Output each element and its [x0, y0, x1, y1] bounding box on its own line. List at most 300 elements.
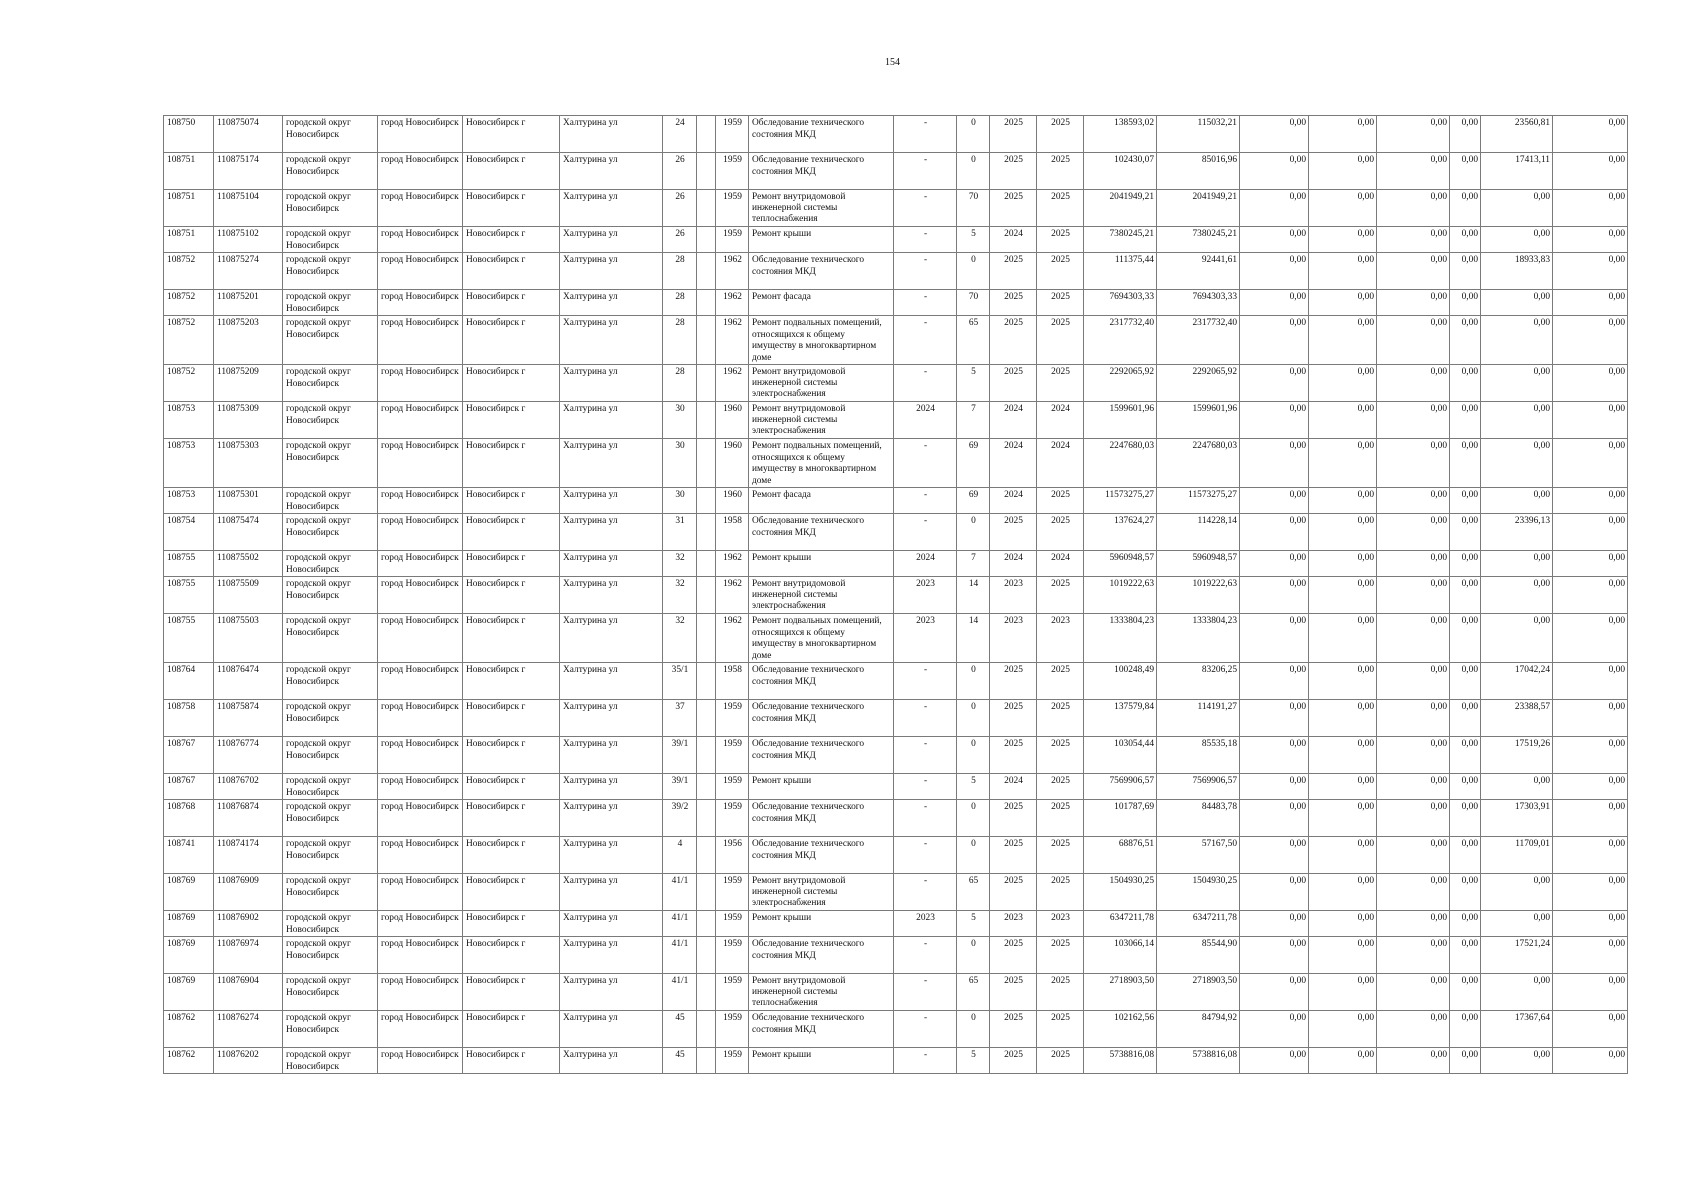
cell-city: Новосибирск г: [463, 116, 560, 153]
cell-owners-funds: 0,00: [1481, 439, 1553, 488]
cell-owners-funds: 0,00: [1481, 402, 1553, 439]
cell-street: Халтурина ул: [560, 663, 663, 700]
cell-municipality: городской округ Новосибирск: [283, 290, 378, 316]
cell-fund-cost: 57167,50: [1157, 837, 1240, 874]
cell-record-id: 108769: [164, 911, 214, 937]
cell-street: Халтурина ул: [560, 974, 663, 1011]
table-row: [164, 577, 1628, 614]
cell-extra-funds: 0,00: [1553, 774, 1628, 800]
table-row: [164, 837, 1628, 874]
cell-fund-cost: 7380245,21: [1157, 227, 1240, 253]
cell-total-cost: 137624,27: [1084, 514, 1157, 551]
cell-municipality: городской округ Новосибирск: [283, 365, 378, 402]
cell-fund-cost: 1504930,25: [1157, 874, 1240, 911]
cell-end-year: 2025: [1037, 253, 1084, 290]
cell-object-code: 110876202: [214, 1048, 283, 1074]
cell-fund-cost: 2292065,92: [1157, 365, 1240, 402]
cell-regional-budget: 0,00: [1309, 1048, 1377, 1074]
cell-wear-percent: 0: [957, 700, 990, 737]
cell-end-year: 2025: [1037, 290, 1084, 316]
cell-build-year: 1959: [716, 227, 749, 253]
cell-object-code: 110876974: [214, 937, 283, 974]
cell-house-number: 45: [663, 1011, 697, 1048]
cell-federal-budget: 0,00: [1240, 1048, 1309, 1074]
cell-other-funds: 0,00: [1450, 614, 1481, 663]
cell-owners-funds: 0,00: [1481, 365, 1553, 402]
cell-object-code: 110876904: [214, 974, 283, 1011]
cell-house-number: 30: [663, 402, 697, 439]
cell-start-year: 2023: [990, 911, 1037, 937]
cell-settlement: город Новосибирск: [378, 153, 463, 190]
cell-start-year: 2025: [990, 514, 1037, 551]
cell-planned-year: -: [894, 290, 957, 316]
cell-object-code: 110876702: [214, 774, 283, 800]
cell-other-funds: 0,00: [1450, 1011, 1481, 1048]
cell-object-code: 110876902: [214, 911, 283, 937]
cell-municipality: городской округ Новосибирск: [283, 227, 378, 253]
cell-fund-cost: 114191,27: [1157, 700, 1240, 737]
cell-local-budget: 0,00: [1377, 774, 1450, 800]
cell-corpus: [697, 402, 716, 439]
cell-corpus: [697, 1048, 716, 1074]
cell-municipality: городской округ Новосибирск: [283, 737, 378, 774]
cell-planned-year: -: [894, 153, 957, 190]
cell-municipality: городской округ Новосибирск: [283, 800, 378, 837]
cell-total-cost: 2247680,03: [1084, 439, 1157, 488]
cell-regional-budget: 0,00: [1309, 614, 1377, 663]
cell-planned-year: -: [894, 439, 957, 488]
cell-total-cost: 7694303,33: [1084, 290, 1157, 316]
cell-work-type: Обследование технического состояния МКД: [749, 1011, 894, 1048]
cell-planned-year: -: [894, 365, 957, 402]
cell-extra-funds: 0,00: [1553, 488, 1628, 514]
cell-other-funds: 0,00: [1450, 774, 1481, 800]
cell-city: Новосибирск г: [463, 911, 560, 937]
cell-street: Халтурина ул: [560, 700, 663, 737]
cell-work-type: Ремонт крыши: [749, 551, 894, 577]
cell-municipality: городской округ Новосибирск: [283, 153, 378, 190]
cell-street: Халтурина ул: [560, 488, 663, 514]
cell-start-year: 2025: [990, 663, 1037, 700]
capital-repair-table: [163, 115, 1628, 1074]
cell-local-budget: 0,00: [1377, 1011, 1450, 1048]
cell-wear-percent: 0: [957, 737, 990, 774]
cell-record-id: 108754: [164, 514, 214, 551]
table-row: [164, 227, 1628, 253]
cell-build-year: 1958: [716, 663, 749, 700]
cell-start-year: 2025: [990, 365, 1037, 402]
cell-wear-percent: 65: [957, 316, 990, 365]
cell-start-year: 2025: [990, 700, 1037, 737]
cell-end-year: 2025: [1037, 316, 1084, 365]
cell-end-year: 2025: [1037, 190, 1084, 227]
cell-object-code: 110876474: [214, 663, 283, 700]
cell-federal-budget: 0,00: [1240, 737, 1309, 774]
cell-house-number: 26: [663, 227, 697, 253]
cell-extra-funds: 0,00: [1553, 614, 1628, 663]
cell-settlement: город Новосибирск: [378, 774, 463, 800]
cell-federal-budget: 0,00: [1240, 974, 1309, 1011]
cell-other-funds: 0,00: [1450, 116, 1481, 153]
cell-municipality: городской округ Новосибирск: [283, 253, 378, 290]
cell-total-cost: 7569906,57: [1084, 774, 1157, 800]
cell-wear-percent: 0: [957, 1011, 990, 1048]
cell-local-budget: 0,00: [1377, 365, 1450, 402]
cell-fund-cost: 85535,18: [1157, 737, 1240, 774]
cell-object-code: 110875301: [214, 488, 283, 514]
cell-end-year: 2025: [1037, 488, 1084, 514]
cell-settlement: город Новосибирск: [378, 253, 463, 290]
cell-municipality: городской округ Новосибирск: [283, 1011, 378, 1048]
cell-total-cost: 2292065,92: [1084, 365, 1157, 402]
cell-owners-funds: 0,00: [1481, 488, 1553, 514]
cell-planned-year: -: [894, 663, 957, 700]
cell-wear-percent: 0: [957, 153, 990, 190]
cell-work-type: Ремонт крыши: [749, 774, 894, 800]
cell-total-cost: 137579,84: [1084, 700, 1157, 737]
cell-start-year: 2023: [990, 577, 1037, 614]
cell-start-year: 2025: [990, 837, 1037, 874]
cell-wear-percent: 69: [957, 439, 990, 488]
cell-build-year: 1962: [716, 316, 749, 365]
cell-municipality: городской округ Новосибирск: [283, 1048, 378, 1074]
cell-planned-year: -: [894, 974, 957, 1011]
cell-house-number: 45: [663, 1048, 697, 1074]
cell-build-year: 1962: [716, 253, 749, 290]
cell-corpus: [697, 551, 716, 577]
cell-other-funds: 0,00: [1450, 551, 1481, 577]
cell-wear-percent: 5: [957, 774, 990, 800]
cell-local-budget: 0,00: [1377, 937, 1450, 974]
cell-work-type: Ремонт внутридомовой инженерной системы электроснабжения: [749, 874, 894, 911]
cell-end-year: 2025: [1037, 663, 1084, 700]
cell-owners-funds: 0,00: [1481, 290, 1553, 316]
cell-total-cost: 68876,51: [1084, 837, 1157, 874]
cell-wear-percent: 70: [957, 190, 990, 227]
cell-start-year: 2025: [990, 874, 1037, 911]
cell-regional-budget: 0,00: [1309, 227, 1377, 253]
cell-object-code: 110875502: [214, 551, 283, 577]
cell-municipality: городской округ Новосибирск: [283, 577, 378, 614]
cell-wear-percent: 5: [957, 911, 990, 937]
cell-regional-budget: 0,00: [1309, 190, 1377, 227]
table-row: [164, 911, 1628, 937]
cell-work-type: Обследование технического состояния МКД: [749, 253, 894, 290]
cell-wear-percent: 69: [957, 488, 990, 514]
cell-record-id: 108755: [164, 551, 214, 577]
cell-wear-percent: 14: [957, 577, 990, 614]
cell-street: Халтурина ул: [560, 737, 663, 774]
cell-extra-funds: 0,00: [1553, 737, 1628, 774]
cell-city: Новосибирск г: [463, 577, 560, 614]
cell-regional-budget: 0,00: [1309, 514, 1377, 551]
table-row: [164, 1048, 1628, 1074]
cell-build-year: 1960: [716, 488, 749, 514]
cell-total-cost: 2041949,21: [1084, 190, 1157, 227]
cell-settlement: город Новосибирск: [378, 514, 463, 551]
cell-object-code: 110875474: [214, 514, 283, 551]
cell-other-funds: 0,00: [1450, 937, 1481, 974]
cell-other-funds: 0,00: [1450, 402, 1481, 439]
cell-planned-year: 2023: [894, 614, 957, 663]
cell-total-cost: 5960948,57: [1084, 551, 1157, 577]
cell-settlement: город Новосибирск: [378, 700, 463, 737]
cell-house-number: 26: [663, 153, 697, 190]
cell-planned-year: -: [894, 514, 957, 551]
cell-federal-budget: 0,00: [1240, 911, 1309, 937]
cell-work-type: Ремонт крыши: [749, 911, 894, 937]
cell-build-year: 1959: [716, 1011, 749, 1048]
cell-start-year: 2024: [990, 774, 1037, 800]
cell-other-funds: 0,00: [1450, 365, 1481, 402]
cell-settlement: город Новосибирск: [378, 663, 463, 700]
cell-street: Халтурина ул: [560, 116, 663, 153]
cell-street: Халтурина ул: [560, 614, 663, 663]
cell-city: Новосибирск г: [463, 874, 560, 911]
cell-object-code: 110876774: [214, 737, 283, 774]
cell-regional-budget: 0,00: [1309, 837, 1377, 874]
cell-corpus: [697, 874, 716, 911]
cell-owners-funds: 0,00: [1481, 1048, 1553, 1074]
cell-planned-year: -: [894, 837, 957, 874]
cell-fund-cost: 5960948,57: [1157, 551, 1240, 577]
cell-federal-budget: 0,00: [1240, 290, 1309, 316]
cell-house-number: 4: [663, 837, 697, 874]
cell-settlement: город Новосибирск: [378, 365, 463, 402]
cell-city: Новосибирск г: [463, 402, 560, 439]
cell-fund-cost: 92441,61: [1157, 253, 1240, 290]
cell-work-type: Ремонт подвальных помещений, относящихся к общему имуществу в многоквартирном доме: [749, 614, 894, 663]
cell-build-year: 1959: [716, 800, 749, 837]
cell-record-id: 108762: [164, 1011, 214, 1048]
cell-build-year: 1959: [716, 974, 749, 1011]
cell-federal-budget: 0,00: [1240, 614, 1309, 663]
cell-fund-cost: 2317732,40: [1157, 316, 1240, 365]
cell-settlement: город Новосибирск: [378, 874, 463, 911]
cell-record-id: 108768: [164, 800, 214, 837]
cell-start-year: 2025: [990, 1048, 1037, 1074]
cell-street: Халтурина ул: [560, 153, 663, 190]
cell-local-budget: 0,00: [1377, 911, 1450, 937]
cell-record-id: 108752: [164, 290, 214, 316]
cell-wear-percent: 7: [957, 551, 990, 577]
cell-planned-year: -: [894, 1048, 957, 1074]
cell-owners-funds: 0,00: [1481, 874, 1553, 911]
cell-regional-budget: 0,00: [1309, 911, 1377, 937]
cell-other-funds: 0,00: [1450, 316, 1481, 365]
table-row: [164, 116, 1628, 153]
cell-extra-funds: 0,00: [1553, 974, 1628, 1011]
cell-street: Халтурина ул: [560, 911, 663, 937]
cell-street: Халтурина ул: [560, 551, 663, 577]
cell-work-type: Обследование технического состояния МКД: [749, 937, 894, 974]
cell-wear-percent: 5: [957, 1048, 990, 1074]
cell-federal-budget: 0,00: [1240, 874, 1309, 911]
cell-city: Новосибирск г: [463, 737, 560, 774]
cell-federal-budget: 0,00: [1240, 402, 1309, 439]
table-row: [164, 190, 1628, 227]
cell-house-number: 28: [663, 290, 697, 316]
cell-planned-year: -: [894, 774, 957, 800]
cell-street: Халтурина ул: [560, 439, 663, 488]
cell-wear-percent: 65: [957, 974, 990, 1011]
cell-settlement: город Новосибирск: [378, 316, 463, 365]
cell-settlement: город Новосибирск: [378, 290, 463, 316]
cell-extra-funds: 0,00: [1553, 365, 1628, 402]
cell-regional-budget: 0,00: [1309, 1011, 1377, 1048]
cell-settlement: город Новосибирск: [378, 937, 463, 974]
cell-city: Новосибирск г: [463, 614, 560, 663]
cell-record-id: 108751: [164, 227, 214, 253]
cell-federal-budget: 0,00: [1240, 227, 1309, 253]
cell-house-number: 41/1: [663, 937, 697, 974]
table-row: [164, 153, 1628, 190]
cell-wear-percent: 7: [957, 402, 990, 439]
cell-local-budget: 0,00: [1377, 614, 1450, 663]
cell-corpus: [697, 911, 716, 937]
cell-corpus: [697, 700, 716, 737]
cell-house-number: 39/1: [663, 737, 697, 774]
cell-object-code: 110875309: [214, 402, 283, 439]
cell-street: Халтурина ул: [560, 402, 663, 439]
cell-settlement: город Новосибирск: [378, 737, 463, 774]
cell-start-year: 2025: [990, 290, 1037, 316]
cell-local-budget: 0,00: [1377, 439, 1450, 488]
cell-city: Новосибирск г: [463, 551, 560, 577]
table-row: [164, 253, 1628, 290]
cell-house-number: 41/1: [663, 974, 697, 1011]
cell-other-funds: 0,00: [1450, 663, 1481, 700]
cell-work-type: Ремонт внутридомовой инженерной системы электроснабжения: [749, 577, 894, 614]
cell-work-type: Ремонт подвальных помещений, относящихся к общему имуществу в многоквартирном доме: [749, 316, 894, 365]
cell-work-type: Обследование технического состояния МКД: [749, 514, 894, 551]
cell-start-year: 2025: [990, 253, 1037, 290]
cell-end-year: 2024: [1037, 402, 1084, 439]
cell-city: Новосибирск г: [463, 488, 560, 514]
cell-municipality: городской округ Новосибирск: [283, 837, 378, 874]
cell-wear-percent: 0: [957, 514, 990, 551]
cell-federal-budget: 0,00: [1240, 316, 1309, 365]
cell-street: Халтурина ул: [560, 227, 663, 253]
cell-municipality: городской округ Новосибирск: [283, 774, 378, 800]
cell-house-number: 24: [663, 116, 697, 153]
cell-street: Халтурина ул: [560, 774, 663, 800]
cell-owners-funds: 0,00: [1481, 911, 1553, 937]
cell-extra-funds: 0,00: [1553, 153, 1628, 190]
cell-owners-funds: 23396,13: [1481, 514, 1553, 551]
cell-federal-budget: 0,00: [1240, 577, 1309, 614]
cell-fund-cost: 85544,90: [1157, 937, 1240, 974]
cell-regional-budget: 0,00: [1309, 365, 1377, 402]
cell-fund-cost: 1333804,23: [1157, 614, 1240, 663]
cell-city: Новосибирск г: [463, 439, 560, 488]
cell-owners-funds: 11709,01: [1481, 837, 1553, 874]
cell-settlement: город Новосибирск: [378, 402, 463, 439]
cell-object-code: 110876874: [214, 800, 283, 837]
cell-object-code: 110875503: [214, 614, 283, 663]
cell-start-year: 2025: [990, 937, 1037, 974]
cell-federal-budget: 0,00: [1240, 1011, 1309, 1048]
cell-total-cost: 5738816,08: [1084, 1048, 1157, 1074]
cell-record-id: 108750: [164, 116, 214, 153]
cell-end-year: 2025: [1037, 974, 1084, 1011]
cell-object-code: 110875209: [214, 365, 283, 402]
cell-street: Халтурина ул: [560, 253, 663, 290]
cell-extra-funds: 0,00: [1553, 1011, 1628, 1048]
cell-regional-budget: 0,00: [1309, 253, 1377, 290]
cell-federal-budget: 0,00: [1240, 663, 1309, 700]
cell-work-type: Обследование технического состояния МКД: [749, 700, 894, 737]
cell-extra-funds: 0,00: [1553, 911, 1628, 937]
cell-other-funds: 0,00: [1450, 700, 1481, 737]
cell-owners-funds: 17519,26: [1481, 737, 1553, 774]
cell-corpus: [697, 439, 716, 488]
cell-corpus: [697, 227, 716, 253]
cell-settlement: город Новосибирск: [378, 439, 463, 488]
cell-build-year: 1959: [716, 774, 749, 800]
cell-total-cost: 1504930,25: [1084, 874, 1157, 911]
cell-owners-funds: 17303,91: [1481, 800, 1553, 837]
cell-extra-funds: 0,00: [1553, 514, 1628, 551]
cell-corpus: [697, 488, 716, 514]
cell-total-cost: 7380245,21: [1084, 227, 1157, 253]
cell-street: Халтурина ул: [560, 800, 663, 837]
cell-local-budget: 0,00: [1377, 663, 1450, 700]
cell-federal-budget: 0,00: [1240, 514, 1309, 551]
page-number: 154: [885, 57, 900, 68]
cell-settlement: город Новосибирск: [378, 974, 463, 1011]
cell-settlement: город Новосибирск: [378, 800, 463, 837]
cell-house-number: 39/1: [663, 774, 697, 800]
cell-record-id: 108767: [164, 737, 214, 774]
cell-other-funds: 0,00: [1450, 1048, 1481, 1074]
cell-street: Халтурина ул: [560, 365, 663, 402]
cell-total-cost: 103054,44: [1084, 737, 1157, 774]
cell-record-id: 108764: [164, 663, 214, 700]
cell-local-budget: 0,00: [1377, 290, 1450, 316]
cell-end-year: 2025: [1037, 514, 1084, 551]
cell-street: Халтурина ул: [560, 316, 663, 365]
cell-house-number: 28: [663, 316, 697, 365]
cell-federal-budget: 0,00: [1240, 700, 1309, 737]
cell-local-budget: 0,00: [1377, 551, 1450, 577]
cell-corpus: [697, 190, 716, 227]
cell-house-number: 37: [663, 700, 697, 737]
cell-end-year: 2025: [1037, 116, 1084, 153]
cell-owners-funds: 17367,64: [1481, 1011, 1553, 1048]
cell-build-year: 1962: [716, 614, 749, 663]
table-row: [164, 439, 1628, 488]
cell-local-budget: 0,00: [1377, 227, 1450, 253]
cell-end-year: 2025: [1037, 937, 1084, 974]
cell-local-budget: 0,00: [1377, 116, 1450, 153]
cell-build-year: 1962: [716, 290, 749, 316]
cell-start-year: 2025: [990, 153, 1037, 190]
cell-regional-budget: 0,00: [1309, 577, 1377, 614]
cell-local-budget: 0,00: [1377, 577, 1450, 614]
cell-object-code: 110875102: [214, 227, 283, 253]
cell-regional-budget: 0,00: [1309, 874, 1377, 911]
cell-total-cost: 101787,69: [1084, 800, 1157, 837]
cell-wear-percent: 0: [957, 800, 990, 837]
cell-city: Новосибирск г: [463, 253, 560, 290]
cell-wear-percent: 0: [957, 116, 990, 153]
cell-object-code: 110875174: [214, 153, 283, 190]
cell-total-cost: 138593,02: [1084, 116, 1157, 153]
cell-total-cost: 111375,44: [1084, 253, 1157, 290]
cell-federal-budget: 0,00: [1240, 253, 1309, 290]
cell-municipality: городской округ Новосибирск: [283, 402, 378, 439]
